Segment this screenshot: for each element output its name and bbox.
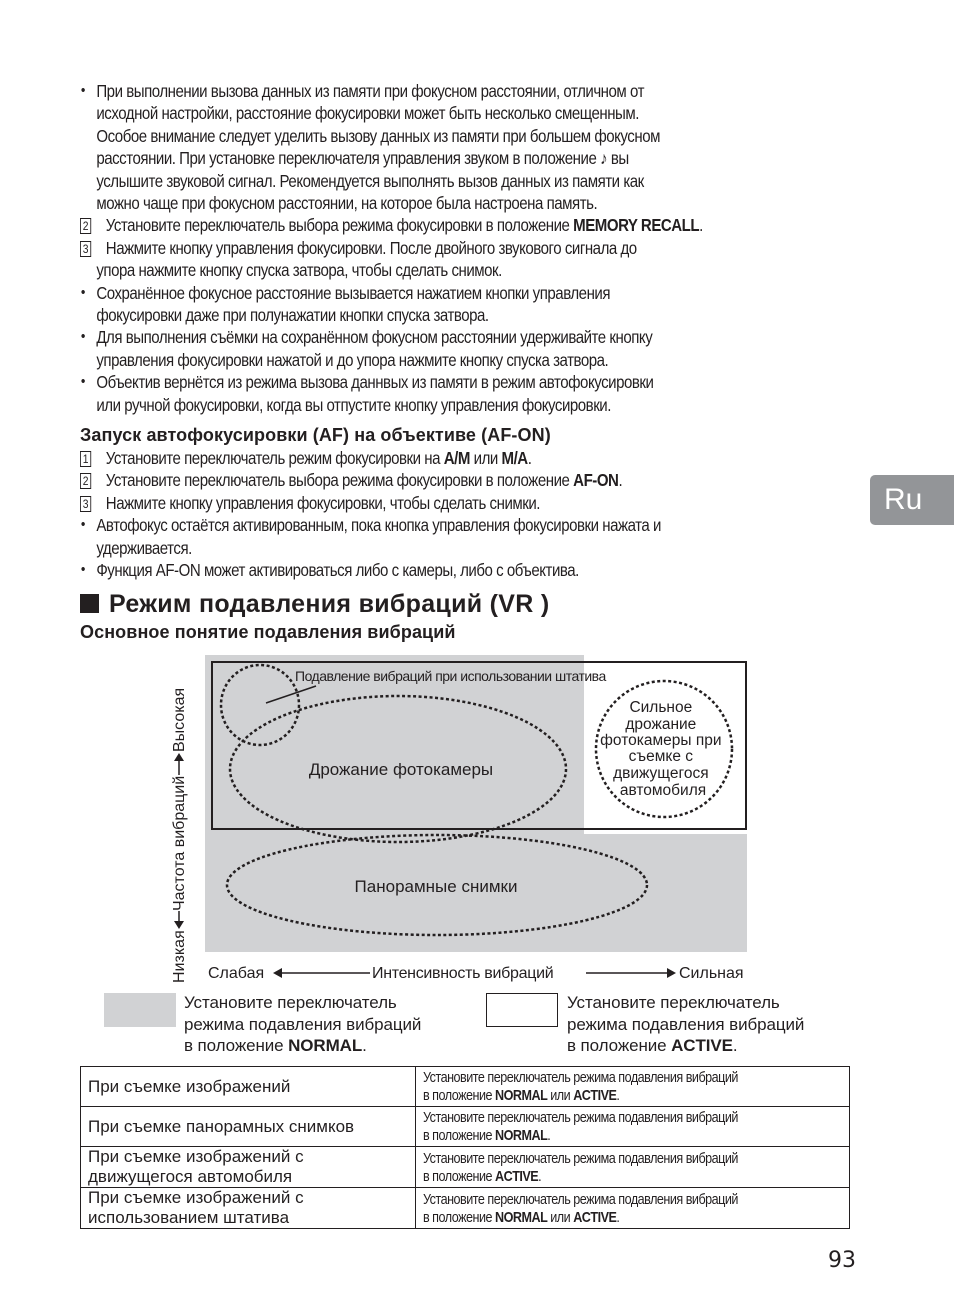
text-line: управления фокусировки нажатой и до упора нажмите кнопку спуска затвора. <box>96 349 609 370</box>
vehicle-label-line: движущегося <box>613 765 709 782</box>
step-3-press-button <box>80 237 871 282</box>
text-line: Автофокус остаётся активированным, пока кнопка управления фокусировки нажата и <box>96 515 661 536</box>
instruction-line <box>423 1168 775 1186</box>
mode-active: ACTIVE <box>671 1036 733 1055</box>
text-line: удерживается. <box>96 537 192 558</box>
instruction-cell <box>416 1067 850 1107</box>
bullet-marker: • <box>80 82 85 99</box>
vibration-diagram <box>160 645 760 990</box>
af-bullet-1 <box>80 514 871 559</box>
x-axis-high: Сильная <box>679 965 744 982</box>
instruction-line <box>423 1087 775 1105</box>
x-axis-arrowhead-high <box>667 968 676 978</box>
camera-shake-label: Дрожание фотокамеры <box>308 760 494 779</box>
mode-active: ACTIVE <box>573 1208 617 1226</box>
af-bullet-2 <box>80 559 871 581</box>
mode-normal: NORMAL <box>288 1036 363 1055</box>
instruction-line: Установите переключатель режима подавления вибраций <box>423 1190 738 1208</box>
table-row <box>81 1188 850 1229</box>
legend-line <box>184 1035 421 1057</box>
step-text: Нажмите кнопку управления фокусировки, чтобы сделать снимки. <box>105 492 541 513</box>
text-line: Нажмите кнопку управления фокусировки. После двойного звукового сигнала до <box>105 237 637 258</box>
bullet-memory-recall-note <box>80 80 871 214</box>
text-line: Функция AF-ON может активироваться либо с камеры, либо с объектива. <box>96 560 579 581</box>
text-line: Для выполнения съёмки на сохранённом фокусном расстоянии удерживайте кнопку <box>96 327 653 348</box>
af-on-list <box>80 447 871 581</box>
punct: . <box>527 448 532 468</box>
instruction-cell <box>416 1188 850 1229</box>
text-line: или ручной фокусировки, когда вы отпустите кнопку управления фокусировки. <box>96 394 611 415</box>
instruction-line: Установите переключатель режима подавления вибраций <box>423 1109 738 1126</box>
text-line: фокусировки даже при полунажатии кнопки спуска затвора. <box>96 305 489 326</box>
instruction-cell <box>416 1107 850 1147</box>
legend-active-swatch <box>486 993 558 1027</box>
instruction-pre: в положение <box>423 1087 496 1104</box>
vr-heading-text: Режим подавления вибраций (VR ) <box>109 590 550 618</box>
vr-subheading: Основное понятие подавления вибраций <box>80 622 456 642</box>
text-line: При выполнении вызова данных из памяти при фокусном расстоянии, отличном от <box>96 81 644 101</box>
y-axis-high: Высокая <box>171 687 188 752</box>
x-axis-low: Слабая <box>208 965 265 982</box>
bullet-marker: • <box>80 283 85 301</box>
situation-line: движущегося автомобиля <box>88 1167 293 1186</box>
punct: . <box>616 1087 620 1104</box>
mode-am: A/M <box>443 448 470 468</box>
legend-line: режима подавления вибраций <box>184 1014 422 1034</box>
legend-normal-swatch <box>104 993 176 1027</box>
mode-normal: NORMAL <box>495 1208 548 1226</box>
text-line: можно чаще при фокусном расстоянии, на которое была настроена память. <box>96 193 598 214</box>
table-row <box>81 1147 850 1188</box>
text-line: услышите звуковой сигнал. Рекомендуется выполнять вызов данных из памяти как <box>96 170 644 191</box>
step-text: или <box>469 448 502 468</box>
step-number-box: 1 <box>80 451 91 467</box>
vehicle-label-line: дрожание <box>625 716 697 733</box>
mode-normal: NORMAL <box>495 1127 548 1144</box>
legend-text-pre: в положение <box>567 1036 672 1055</box>
y-axis <box>171 688 188 983</box>
af-step-3 <box>80 492 871 514</box>
vehicle-label-line: съемке с <box>628 748 694 765</box>
mode-ma: M/A <box>501 448 528 468</box>
punct: . <box>732 1036 738 1055</box>
vehicle-label <box>600 699 726 799</box>
bullet-lens-return <box>80 371 871 416</box>
instruction-mid: или <box>547 1087 574 1104</box>
vr-mode-table <box>80 1066 850 1229</box>
text-line: исходной настройки, расстояние фокусировки может быть несколько смещенным. <box>96 103 639 124</box>
instruction-cell <box>416 1147 850 1188</box>
af-step-1 <box>80 447 871 469</box>
step-text: Установите переключатель выбора режима фокусировки в положение <box>105 215 574 236</box>
table-row <box>81 1107 850 1147</box>
instruction-line <box>423 1127 775 1145</box>
instruction-pre: в положение <box>423 1127 496 1144</box>
bullet-stored-focus <box>80 282 871 327</box>
legend-line: режима подавления вибраций <box>567 1014 805 1034</box>
situation-cell <box>81 1188 416 1229</box>
vr-section-heading <box>80 590 550 619</box>
text-line: Сохранённое фокусное расстояние вызывается нажатием кнопки управления <box>96 282 611 303</box>
y-axis-arrowhead-low <box>174 921 184 929</box>
step-text: Установите переключатель выбора режима фокусировки в положение <box>105 470 574 491</box>
instruction-line: Установите переключатель режима подавления вибраций <box>423 1149 738 1167</box>
step-text: Установите переключатель режим фокусировки на <box>105 448 444 468</box>
text-line: упора нажмите кнопку спуска затвора, чтобы сделать снимок. <box>96 260 502 281</box>
situation-line: При съемке изображений с <box>88 1188 304 1207</box>
vehicle-label-line: Сильное <box>629 699 693 716</box>
square-bullet-icon <box>80 594 99 613</box>
instruction-pre: в положение <box>423 1167 496 1185</box>
legend-normal-text <box>184 992 421 1057</box>
af-step-2 <box>80 469 871 491</box>
punct: . <box>699 215 703 236</box>
bullet-marker: • <box>80 561 85 579</box>
punct: . <box>616 1208 620 1226</box>
language-tab-ru: Ru <box>870 475 954 525</box>
situation-line: использованием штатива <box>88 1208 290 1227</box>
x-axis-label: Интенсивность вибраций <box>372 965 554 982</box>
tripod-label: Подавление вибраций при использовании штатива <box>295 668 606 684</box>
y-axis-arrowhead-high <box>174 753 184 761</box>
situation-cell <box>81 1147 416 1188</box>
punct: . <box>547 1127 551 1144</box>
step-number-box: 3 <box>80 496 91 512</box>
punct: . <box>362 1036 367 1055</box>
mode-normal: NORMAL <box>495 1087 548 1104</box>
legend-line: Установите переключатель <box>567 993 780 1012</box>
vehicle-label-line: автомобиля <box>619 782 707 799</box>
mode-af-on: AF-ON <box>573 470 619 491</box>
step-2-memory-recall <box>80 214 871 236</box>
step-number-box: 2 <box>80 218 91 234</box>
situation-cell: При съемке изображений <box>81 1067 416 1107</box>
instruction-line: Установите переключатель режима подавления вибраций <box>423 1069 738 1086</box>
legend-line <box>567 1035 804 1057</box>
text-line: расстоянии. При установке переключателя управления звуком в положение ♪ вы <box>96 148 629 169</box>
table-row <box>81 1067 850 1107</box>
vehicle-label-line: фотокамеры при <box>600 732 722 749</box>
situation-line: При съемке изображений с <box>88 1147 304 1166</box>
mode-active: ACTIVE <box>573 1087 617 1104</box>
legend-active-text <box>567 992 804 1057</box>
bullet-hold-button <box>80 326 871 371</box>
step-number-box: 2 <box>80 473 91 489</box>
instruction-mid: или <box>547 1208 574 1226</box>
instruction-line <box>423 1209 775 1227</box>
bullet-marker: • <box>80 516 85 534</box>
y-axis-low: Низкая <box>171 930 188 983</box>
bullet-marker: • <box>80 328 85 346</box>
step-number-box: 3 <box>80 241 91 257</box>
bullet-marker: • <box>80 373 85 391</box>
situation-cell: При съемке панорамных снимков <box>81 1107 416 1147</box>
y-axis-label: Частота вибраций <box>171 775 188 911</box>
mode-memory-recall: MEMORY RECALL <box>573 215 700 236</box>
legend-text-pre: в положение <box>184 1036 289 1055</box>
text-line: Особое внимание следует уделить вызову данных из памяти при большем фокусном <box>96 125 660 146</box>
legend-line: Установите переключатель <box>184 993 397 1012</box>
punct: . <box>618 470 623 491</box>
intro-list <box>80 80 871 416</box>
mode-active: ACTIVE <box>495 1167 539 1185</box>
page-number: 93 <box>828 1248 856 1273</box>
text-line: Объектив вернётся из режима вызова даннвых из памяти в режим автофокусировки <box>96 372 654 393</box>
instruction-pre: в положение <box>423 1208 496 1226</box>
panning-label: Панорамные снимки <box>354 877 518 896</box>
af-on-heading: Запуск автофокусировки (AF) на объективе (AF-ON) <box>80 425 551 445</box>
punct: . <box>538 1167 542 1185</box>
